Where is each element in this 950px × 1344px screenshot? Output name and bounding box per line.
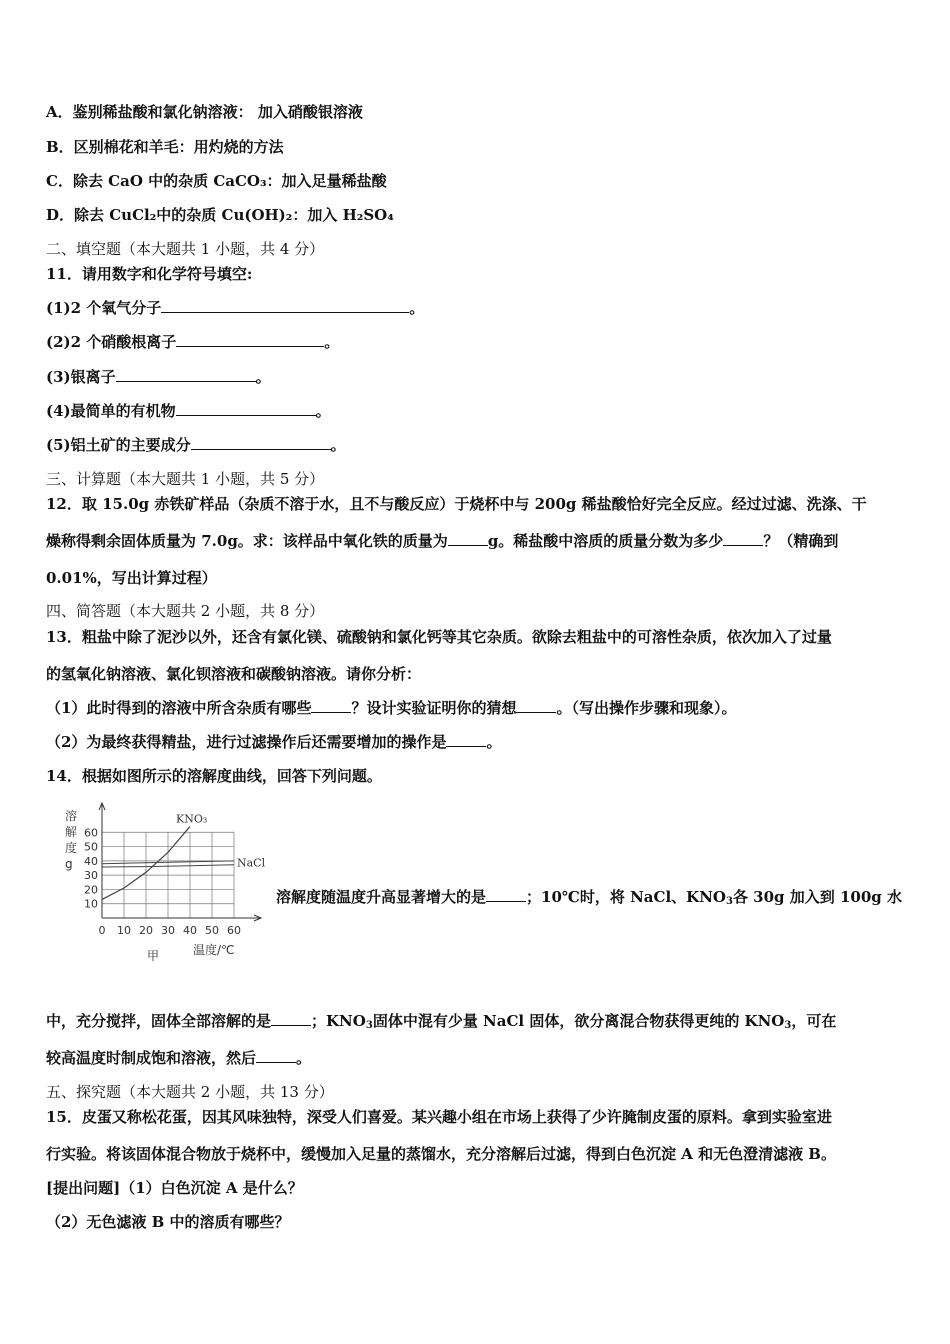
answer-blank[interactable] bbox=[161, 298, 409, 313]
chart-series bbox=[102, 813, 266, 900]
answer-blank[interactable] bbox=[446, 732, 486, 747]
x-tick-label: 60 bbox=[227, 924, 241, 937]
q11-item-2 bbox=[46, 332, 339, 352]
q11-item-5 bbox=[46, 435, 346, 455]
q13-sub1-text-c: 。（写出操作步骤和现象）。 bbox=[556, 699, 737, 717]
subscript: 3 bbox=[725, 896, 733, 907]
q11-item-1-label: (1)2 个氧气分子 bbox=[46, 299, 162, 317]
question-11-stem: 11．请用数字和化学符号填空: bbox=[46, 265, 253, 283]
q11-item-4 bbox=[46, 401, 331, 421]
y-axis-label-char: 度 bbox=[65, 841, 78, 855]
answer-blank[interactable] bbox=[191, 435, 331, 450]
series-label: KNO₃ bbox=[176, 812, 208, 826]
q14-line-3 bbox=[46, 1048, 311, 1068]
chart-y-label bbox=[65, 808, 77, 871]
answer-blank[interactable] bbox=[116, 367, 256, 382]
answer-blank[interactable] bbox=[448, 531, 488, 546]
answer-blank[interactable] bbox=[516, 698, 556, 713]
q14-stem: 14．根据如图所示的溶解度曲线，回答下列问题。 bbox=[46, 767, 382, 785]
option-c: C．除去 CaO 中的杂质 CaCO₃：加入足量稀盐酸 bbox=[46, 172, 387, 190]
answer-blank[interactable] bbox=[311, 698, 351, 713]
x-tick-label: 0 bbox=[98, 924, 106, 937]
q11-item-5-label: (5)铝土矿的主要成分 bbox=[46, 436, 191, 454]
q14-line2-text-b: ；KNO bbox=[311, 1012, 366, 1030]
q13-sub-2 bbox=[46, 732, 501, 752]
section-heading-inquiry: 五、探究题（本大题共 2 小题，共 13 分） bbox=[46, 1083, 334, 1101]
section-heading-fill-in: 二、填空题（本大题共 1 小题，共 4 分） bbox=[46, 240, 325, 258]
q12-line-3: 0.01%，写出计算过程） bbox=[46, 569, 217, 587]
chart-ticks bbox=[84, 826, 241, 937]
x-tick-label: 30 bbox=[161, 924, 175, 937]
q14-line2-text-a: 中，充分搅拌，固体全部溶解的是 bbox=[46, 1012, 272, 1030]
q14-side-text-c: 各 30g 加入到 100g 水 bbox=[732, 888, 902, 906]
solubility-chart bbox=[62, 798, 282, 968]
chart-grid bbox=[102, 832, 234, 918]
answer-blank[interactable] bbox=[256, 1048, 296, 1063]
period: 。 bbox=[330, 436, 346, 454]
q14-line2-text-d: ，可在 bbox=[791, 1012, 837, 1030]
option-b: B．区别棉花和羊毛：用灼烧的方法 bbox=[46, 138, 284, 156]
chart-x-label: 温度/℃ bbox=[193, 943, 235, 957]
q15-line-4: （2）无色滤液 B 中的溶质有哪些？ bbox=[46, 1213, 290, 1231]
q14-side-text-b: ；10℃时，将 NaCl、KNO bbox=[526, 888, 726, 906]
q13-line-1: 13．粗盐中除了泥沙以外，还含有氯化镁、硫酸钠和氯化钙等其它杂质。欲除去粗盐中的可溶性杂质，依次加入了过量 bbox=[46, 628, 832, 646]
x-tick-label: 50 bbox=[205, 924, 219, 937]
q14-side-text bbox=[276, 886, 902, 907]
answer-blank[interactable] bbox=[176, 332, 324, 347]
subscript: 3 bbox=[365, 1020, 373, 1031]
y-tick-label: 10 bbox=[84, 897, 98, 911]
answer-blank[interactable] bbox=[486, 887, 526, 902]
period: 。 bbox=[255, 368, 271, 386]
q11-item-2-label: (2)2 个硝酸根离子 bbox=[46, 333, 177, 351]
y-tick-label: 50 bbox=[84, 840, 98, 854]
option-a: A．鉴别稀盐酸和氯化钠溶液： 加入硝酸银溶液 bbox=[46, 103, 363, 121]
x-tick-label: 40 bbox=[183, 924, 197, 937]
section-heading-short-answer: 四、简答题（本大题共 2 小题，共 8 分） bbox=[46, 602, 325, 620]
q12-line-1: 12．取 15.0g 赤铁矿样品（杂质不溶于水，且不与酸反应）于烧杯中与 200g 稀盐酸恰好完全反应。经过过滤、洗涤、干 bbox=[46, 495, 867, 513]
q12-text-c: ？（精确到 bbox=[763, 532, 839, 550]
q13-sub2-text-b: 。 bbox=[486, 733, 502, 751]
x-tick-label: 10 bbox=[117, 924, 131, 937]
q11-item-4-label: (4)最简单的有机物 bbox=[46, 402, 176, 420]
y-tick-label: 20 bbox=[84, 883, 98, 897]
chart-caption: 甲 bbox=[147, 949, 160, 963]
y-axis-label-char: g bbox=[65, 857, 73, 871]
y-tick-label: 60 bbox=[84, 826, 98, 840]
answer-blank[interactable] bbox=[723, 531, 763, 546]
q14-line-2 bbox=[46, 1011, 836, 1031]
q13-sub2-text-a: （2）为最终获得精盐，进行过滤操作后还需要增加的操作是 bbox=[46, 733, 447, 751]
q12-text-b: g。稀盐酸中溶质的质量分数为多少 bbox=[487, 532, 724, 550]
q11-item-3 bbox=[46, 367, 271, 387]
q15-line-2: 行实验。将该固体混合物放于烧杯中，缓慢加入足量的蒸馏水，充分溶解后过滤，得到白色沉淀 A 和无色澄清滤液 B。 bbox=[46, 1145, 836, 1163]
q14-line2-text-c: 固体中混有少量 NaCl 固体，欲分离混合物获得更纯的 KNO bbox=[372, 1012, 785, 1030]
q13-sub1-text-a: （1）此时得到的溶液中所含杂质有哪些 bbox=[46, 699, 312, 717]
q12-line-2 bbox=[46, 531, 838, 551]
q14-line3-text-a: 较高温度时制成饱和溶液，然后 bbox=[46, 1049, 257, 1067]
answer-blank[interactable] bbox=[176, 401, 316, 416]
q14-line3-text-b: 。 bbox=[296, 1049, 312, 1067]
option-d: D．除去 CuCl₂中的杂质 Cu(OH)₂：加入 H₂SO₄ bbox=[46, 206, 394, 224]
q15-line-1: 15．皮蛋又称松花蛋，因其风味独特，深受人们喜爱。某兴趣小组在市场上获得了少许腌制皮蛋的原料。拿到实验室进 bbox=[46, 1108, 832, 1126]
q13-sub-1 bbox=[46, 698, 736, 718]
series-label: NaCl bbox=[237, 856, 266, 870]
y-tick-label: 30 bbox=[84, 869, 98, 883]
q11-item-3-label: (3)银离子 bbox=[46, 368, 116, 386]
q12-text-a: 燥称得剩余固体质量为 7.0g。求：该样品中氧化铁的质量为 bbox=[46, 532, 448, 550]
y-axis-label-char: 解 bbox=[65, 825, 78, 839]
period: 。 bbox=[324, 333, 340, 351]
q13-line-2: 的氢氧化钠溶液、氯化钡溶液和碳酸钠溶液。请你分析： bbox=[46, 665, 422, 683]
section-heading-calculation: 三、计算题（本大题共 1 小题，共 5 分） bbox=[46, 470, 325, 488]
subscript: 3 bbox=[784, 1020, 792, 1031]
q15-line-3: [提出问题]（1）白色沉淀 A 是什么？ bbox=[46, 1179, 303, 1197]
answer-blank[interactable] bbox=[271, 1011, 311, 1026]
period: 。 bbox=[409, 299, 425, 317]
q14-side-text-a: 溶解度随温度升高显著增大的是 bbox=[276, 888, 487, 906]
x-tick-label: 20 bbox=[139, 924, 153, 937]
q11-item-1 bbox=[46, 298, 424, 318]
period: 。 bbox=[315, 402, 331, 420]
y-tick-label: 40 bbox=[84, 854, 98, 868]
y-axis-label-char: 溶 bbox=[65, 809, 78, 823]
q13-sub1-text-b: ？设计实验证明你的猜想 bbox=[351, 699, 517, 717]
